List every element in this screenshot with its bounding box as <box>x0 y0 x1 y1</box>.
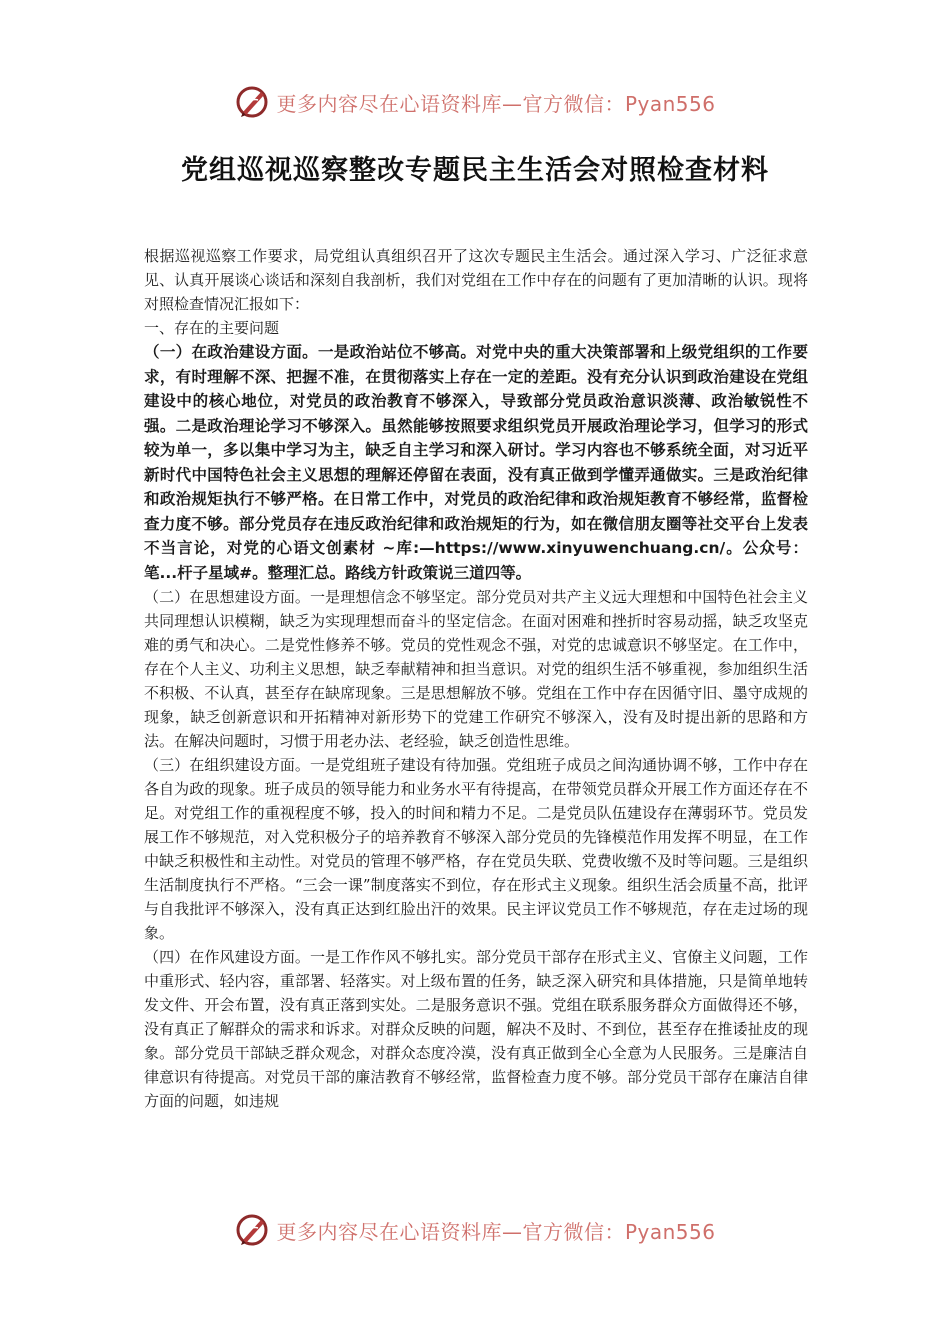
paragraph-political: （一）在政治建设方面。一是政治站位不够高。对党中央的重大决策部署和上级党组织的工作要求，有时理解不深、把握不准，在贯彻落实上存在一定的差距。没有充分认识到政治建设在党组建设中的核心地位，对党员的政治教育不够深入，导致部分党员政治意识淡薄、政治敏锐性不强。二是政治理论学习不够深入。虽然能够按照要求组织党员开展政治理论学习，但学习的形式较为单一，多以集中学习为主，缺乏自主学习和深入研讨。学习内容也不够系统全面，对习近平新时代中国特色社会主义思想的理解还停留在表面，没有真正做到学懂弄通做实。三是政治纪律和政治规矩执行不够严格。在日常工作中，对党员的政治纪律和政治规矩教育不够经常，监督检查力度不够。部分党员存在违反政治纪律和政治规矩的行为，如在微信朋友圈等社交平台上发表不当言论，对党的心语文创素材 ~库:—https://www.xinyuwenchuang.cn/。公众号：笔...杆子星域#。整理汇总。路线方针政策说三道四等。 <box>144 343 808 582</box>
watermark-banner-top <box>0 82 950 122</box>
page-title: 党组巡视巡察整改专题民主生活会对照检查材料 <box>181 155 769 186</box>
paragraph-organizational: （三）在组织建设方面。一是党组班子建设有待加强。党组班子成员之间沟通协调不够，工作中存在各自为政的现象。班子成员的领导能力和业务水平有待提高，在带领党员群众开展工作方面还存在不足。对党组工作的重视程度不够，投入的时间和精力不足。二是党员队伍建设存在薄弱环节。党员发展工作不够规范，对入党积极分子的培养教育不够深入部分党员的先锋模范作用发挥不明显，在工作中缺乏积极性和主动性。对党员的管理不够严格，存在党员失联、党费收缴不及时等问题。三是组织生活制度执行不严格。“三会一课”制度落实不到位，存在形式主义现象。组织生活会质量不高，批评与自我批评不够深入，没有真正达到红脸出汗的效果。民主评议党员工作不够规范，存在走过场的现象。 <box>144 756 808 942</box>
pen-logo-icon <box>234 1212 270 1248</box>
intro-paragraph: 根据巡视巡察工作要求，局党组认真组织召开了这次专题民主生活会。通过深入学习、广泛征求意见、认真开展谈心谈话和深刻自我剖析，我们对党组在工作中存在的问题有了更加清晰的认识。现将对照检查情况汇报如下： <box>144 247 808 313</box>
watermark-text-bottom: 更多内容尽在心语资料库—官方微信：Pyan556 <box>276 1219 716 1244</box>
section-heading: 一、存在的主要问题 <box>144 319 280 337</box>
document-body <box>144 244 808 1113</box>
paragraph-ideological: （二）在思想建设方面。一是理想信念不够坚定。部分党员对共产主义远大理想和中国特色社会主义共同理想认识模糊，缺乏为实现理想而奋斗的坚定信念。在面对困难和挫折时容易动摇，缺乏攻坚克难的勇气和决心。二是党性修养不够。党员的党性观念不强，对党的忠诚意识不够坚定。在工作中，存在个人主义、功利主义思想，缺乏奉献精神和担当意识。对党的组织生活不够重视，参加组织生活不积极、不认真，甚至存在缺席现象。三是思想解放不够。党组在工作中存在因循守旧、墨守成规的现象，缺乏创新意识和开拓精神对新形势下的党建工作研究不够深入，没有及时提出新的思路和方法。在解决问题时，习惯于用老办法、老经验，缺乏创造性思维。 <box>144 588 808 750</box>
watermark-text: 更多内容尽在心语资料库—官方微信：Pyan556 <box>276 91 716 116</box>
watermark-banner-bottom <box>0 1210 950 1250</box>
paragraph-conduct: （四）在作风建设方面。一是工作作风不够扎实。部分党员干部存在形式主义、官僚主义问题，工作中重形式、轻内容，重部署、轻落实。对上级布置的任务，缺乏深入研究和具体措施，只是简单地转发文件、开会布置，没有真正落到实处。二是服务意识不强。党组在联系服务群众方面做得还不够，没有真正了解群众的需求和诉求。对群众反映的问题，解决不及时、不到位，甚至存在推诿扯皮的现象。部分党员干部缺乏群众观念，对群众态度冷漠，没有真正做到全心全意为人民服务。三是廉洁自律意识有待提高。对党员干部的廉洁教育不够经常，监督检查力度不够。部分党员干部存在廉洁自律方面的问题，如违规 <box>144 948 808 1110</box>
pen-logo-icon <box>234 84 270 120</box>
